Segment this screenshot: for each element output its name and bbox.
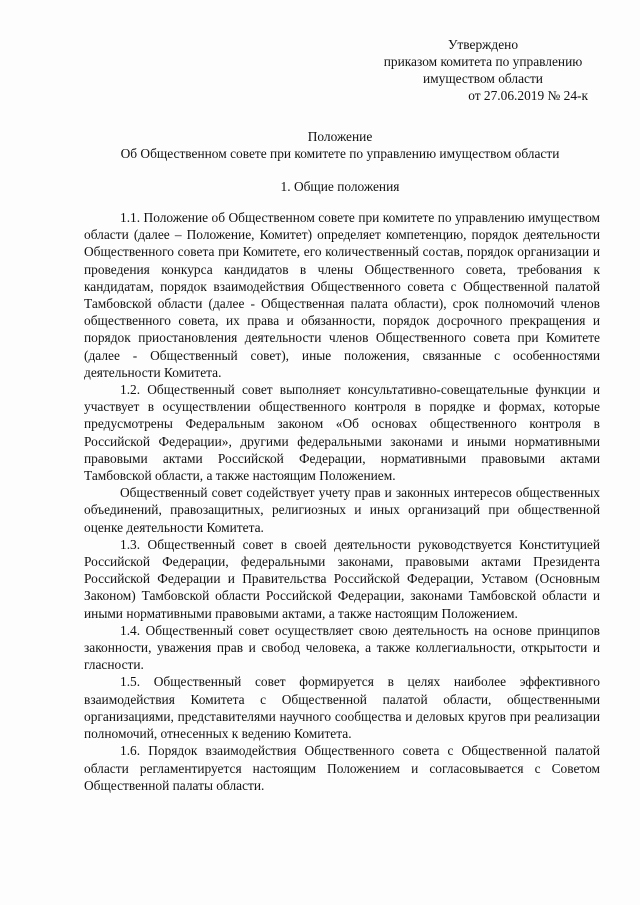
title-line-1: Положение <box>307 129 373 144</box>
paragraph-1-5: 1.5. Общественный совет формируется в целях наиболее эффективного взаимодействия Комитета с Общественной палатой области, общественными организациями, представителями научного сообщества и деловых кругов при реализации полномочий, отнесенных к ведению Комитета. <box>84 674 600 742</box>
title-line-2: Об Общественном совете при комитете по управлению имуществом области <box>120 146 560 161</box>
paragraph-1-3: 1.3. Общественный совет в своей деятельности руководствуется Конституцией Российской Федерации, федеральными законами, правовыми актами Президента Российской Федерации и Правительства Российской Федерации, Уставом (Основным Законом) Тамбовской области Российской Федерации, законами Тамбовской области и иными нормативными правовыми актами, а также настоящим Положением. <box>84 536 600 621</box>
paragraph-1-2-cont: Общественный совет содействует учету прав и законных интересов общественных объединений, правозащитных, религиозных и иных организаций при общественной оценке деятельности Комитета. <box>84 485 600 535</box>
document-title <box>60 128 620 162</box>
paragraph-1-6: 1.6. Порядок взаимодействия Общественного совета с Общественной палатой области регламентируется настоящим Положением и согласовывается с Советом Общественной палаты области. <box>84 743 600 793</box>
paragraph-1-2: 1.2. Общественный совет выполняет консультативно-совещательные функции и участвует в осуществлении общественного контроля в порядке и формах, которые предусмотрены Федеральным законом «Об основах общественного контроля в Российской Федерации», другими федеральными законами и иными нормативными правовыми актами Российской Федерации, нормативными правовыми актами Тамбовской области, а также настоящим Положением. <box>84 382 600 484</box>
approval-stamp <box>358 36 608 104</box>
paragraph-1-4: 1.4. Общественный совет осуществляет свою деятельность на основе принципов законности, уважения прав и свобод человека, а также коллегиальности, открытости и гласности. <box>84 622 600 673</box>
approval-date: от 27.06.2019 № 24-к <box>468 88 588 103</box>
approval-line-3: имуществом области <box>423 71 543 86</box>
document-body <box>84 209 600 794</box>
approval-line-1: Утверждено <box>447 37 519 52</box>
approval-line-2: приказом комитета по управлению <box>383 54 583 69</box>
section-heading: 1. Общие положения <box>280 179 400 194</box>
paragraph-1-1: 1.1. Положение об Общественном совете при комитете по управлению имуществом области (далее – Положение, Комитет) определяет компетенцию, порядок деятельности Общественного совета при Комитете, его количественный состав, порядок организации и проведения конкурса кандидатов в члены Общественного совета, требования к кандидатам, порядок взаимодействия Общественного совета с Общественной палатой Тамбовской области (далее - Общественная палата области), срок полномочий членов общественного совета, их права и обязанности, порядок досрочного прекращения и порядок приостановления деятельности членов Общественного совета при Комитете (далее - Общественный совет), иные положения, связанные с особенностями деятельности Комитета. <box>84 210 600 380</box>
